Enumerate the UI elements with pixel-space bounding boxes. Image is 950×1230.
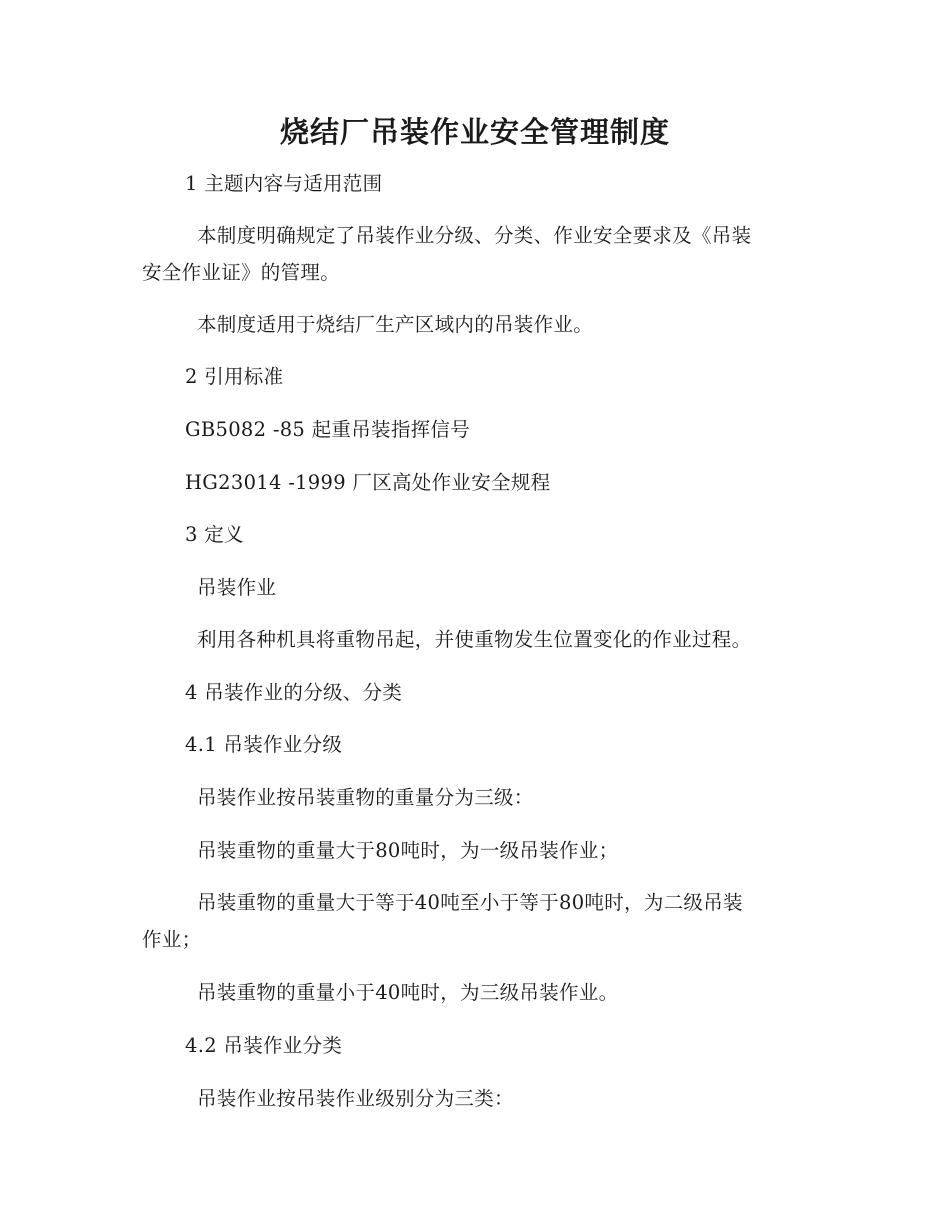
section-heading-1: 1 主题内容与适用范围 <box>185 172 383 195</box>
section-heading-3: 3 定义 <box>185 523 244 546</box>
paragraph-line: 吊装作业按吊装作业级别分为三类： <box>197 1087 514 1110</box>
subsection-heading-4-1: 4.1 吊装作业分级 <box>185 733 343 756</box>
paragraph-line: 吊装重物的重量小于40吨时，为三级吊装作业。 <box>197 981 619 1004</box>
subsection-heading-4-2: 4.2 吊装作业分类 <box>185 1034 343 1057</box>
paragraph-line: 安全作业证》的管理。 <box>142 261 341 284</box>
paragraph-line: 利用各种机具将重物吊起，并使重物发生位置变化的作业过程。 <box>197 628 752 651</box>
document-title: 烧结厂吊装作业安全管理制度 <box>279 115 670 149</box>
paragraph-line: 本制度适用于烧结厂生产区域内的吊装作业。 <box>197 313 594 336</box>
paragraph-line: 作业； <box>142 928 202 951</box>
paragraph-line: 吊装重物的重量大于等于40吨至小于等于80吨时，为二级吊装 <box>197 891 743 914</box>
paragraph-line: 吊装作业按吊装重物的重量分为三级： <box>197 786 534 809</box>
paragraph-line: 本制度明确规定了吊装作业分级、分类、作业安全要求及《吊装 <box>197 224 752 247</box>
standard-reference: GB5082 -85 起重吊装指挥信号 <box>185 418 471 441</box>
section-heading-2: 2 引用标准 <box>185 365 284 388</box>
section-heading-4: 4 吊装作业的分级、分类 <box>185 681 403 704</box>
standard-reference: HG23014 -1999 厂区高处作业安全规程 <box>185 471 551 494</box>
term-heading: 吊装作业 <box>197 576 277 599</box>
paragraph-line: 吊装重物的重量大于80吨时，为一级吊装作业； <box>197 839 619 862</box>
